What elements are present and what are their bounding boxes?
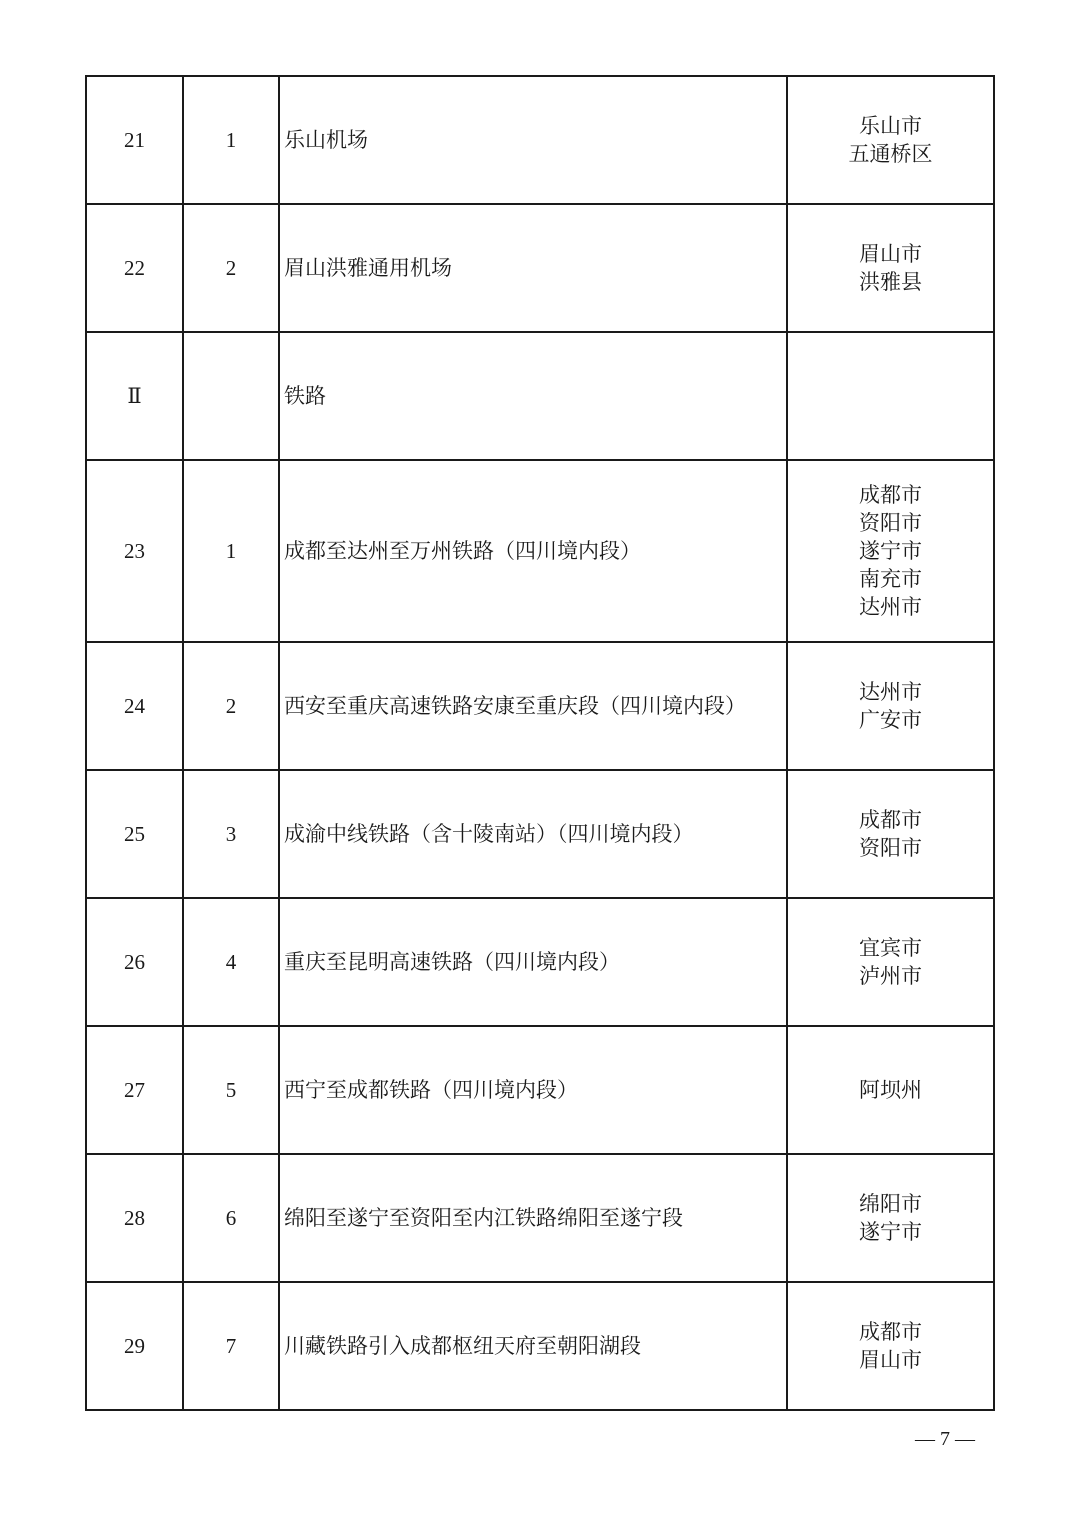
sub-number: 5	[183, 1026, 279, 1154]
region-name: 宜宾市	[859, 936, 922, 960]
region-name: 绵阳市	[859, 1192, 922, 1216]
table-row	[86, 76, 994, 204]
table-row	[86, 642, 994, 770]
project-name: 川藏铁路引入成都枢纽天府至朝阳湖段	[279, 1282, 787, 1410]
serial-number: 26	[86, 898, 183, 1026]
sub-number: 1	[183, 460, 279, 642]
region-cell	[787, 1282, 994, 1410]
project-name: 成都至达州至万州铁路（四川境内段）	[279, 460, 787, 642]
serial-number: 25	[86, 770, 183, 898]
region-name: 阿坝州	[859, 1078, 922, 1102]
sub-number: 2	[183, 642, 279, 770]
project-name: 西安至重庆高速铁路安康至重庆段（四川境内段）	[279, 642, 787, 770]
project-name: 绵阳至遂宁至资阳至内江铁路绵阳至遂宁段	[279, 1154, 787, 1282]
category-name: 铁路	[279, 332, 787, 460]
serial-number: 23	[86, 460, 183, 642]
region-name: 眉山市	[859, 1348, 922, 1372]
project-table-body	[86, 76, 994, 1410]
region-name: 南充市	[859, 567, 922, 591]
serial-number: 29	[86, 1282, 183, 1410]
region-name: 资阳市	[859, 836, 922, 860]
region-name: 泸州市	[859, 964, 922, 988]
sub-number: 2	[183, 204, 279, 332]
region-name: 眉山市	[859, 242, 922, 266]
serial-number: 21	[86, 76, 183, 204]
serial-number: 24	[86, 642, 183, 770]
region-name: 成都市	[859, 1320, 922, 1344]
region-cell	[787, 460, 994, 642]
table-row	[86, 1282, 994, 1410]
project-name: 乐山机场	[279, 76, 787, 204]
sub-number: 4	[183, 898, 279, 1026]
serial-number: 27	[86, 1026, 183, 1154]
region-name: 资阳市	[859, 511, 922, 535]
project-name: 重庆至昆明高速铁路（四川境内段）	[279, 898, 787, 1026]
sub-number: 6	[183, 1154, 279, 1282]
region-cell	[787, 1026, 994, 1154]
region-cell	[787, 642, 994, 770]
region-name: 遂宁市	[859, 539, 922, 563]
category-number: Ⅱ	[86, 332, 183, 460]
region-name: 洪雅县	[859, 270, 922, 294]
page-number: — 7 —	[915, 1428, 975, 1450]
table-row	[86, 1154, 994, 1282]
region-name: 五通桥区	[848, 142, 933, 166]
region-name: 广安市	[859, 708, 922, 732]
region-cell	[787, 770, 994, 898]
region-name: 达州市	[859, 595, 922, 619]
region-name: 达州市	[859, 680, 922, 704]
table-row	[86, 770, 994, 898]
sub-number	[183, 332, 279, 460]
serial-number: 28	[86, 1154, 183, 1282]
region-cell	[787, 204, 994, 332]
table-row	[86, 898, 994, 1026]
region-cell	[787, 1154, 994, 1282]
sub-number: 3	[183, 770, 279, 898]
table-row	[86, 204, 994, 332]
project-name: 成渝中线铁路（含十陵南站）（四川境内段）	[279, 770, 787, 898]
sub-number: 1	[183, 76, 279, 204]
project-table	[85, 75, 995, 1411]
project-name: 西宁至成都铁路（四川境内段）	[279, 1026, 787, 1154]
table-row	[86, 460, 994, 642]
region-name: 成都市	[859, 808, 922, 832]
project-name: 眉山洪雅通用机场	[279, 204, 787, 332]
category-row	[86, 332, 994, 460]
serial-number: 22	[86, 204, 183, 332]
region-cell	[787, 76, 994, 204]
sub-number: 7	[183, 1282, 279, 1410]
region-name: 成都市	[859, 483, 922, 507]
table-row	[86, 1026, 994, 1154]
region-cell	[787, 332, 994, 460]
region-name: 遂宁市	[859, 1220, 922, 1244]
region-name: 乐山市	[859, 114, 922, 138]
region-cell	[787, 898, 994, 1026]
